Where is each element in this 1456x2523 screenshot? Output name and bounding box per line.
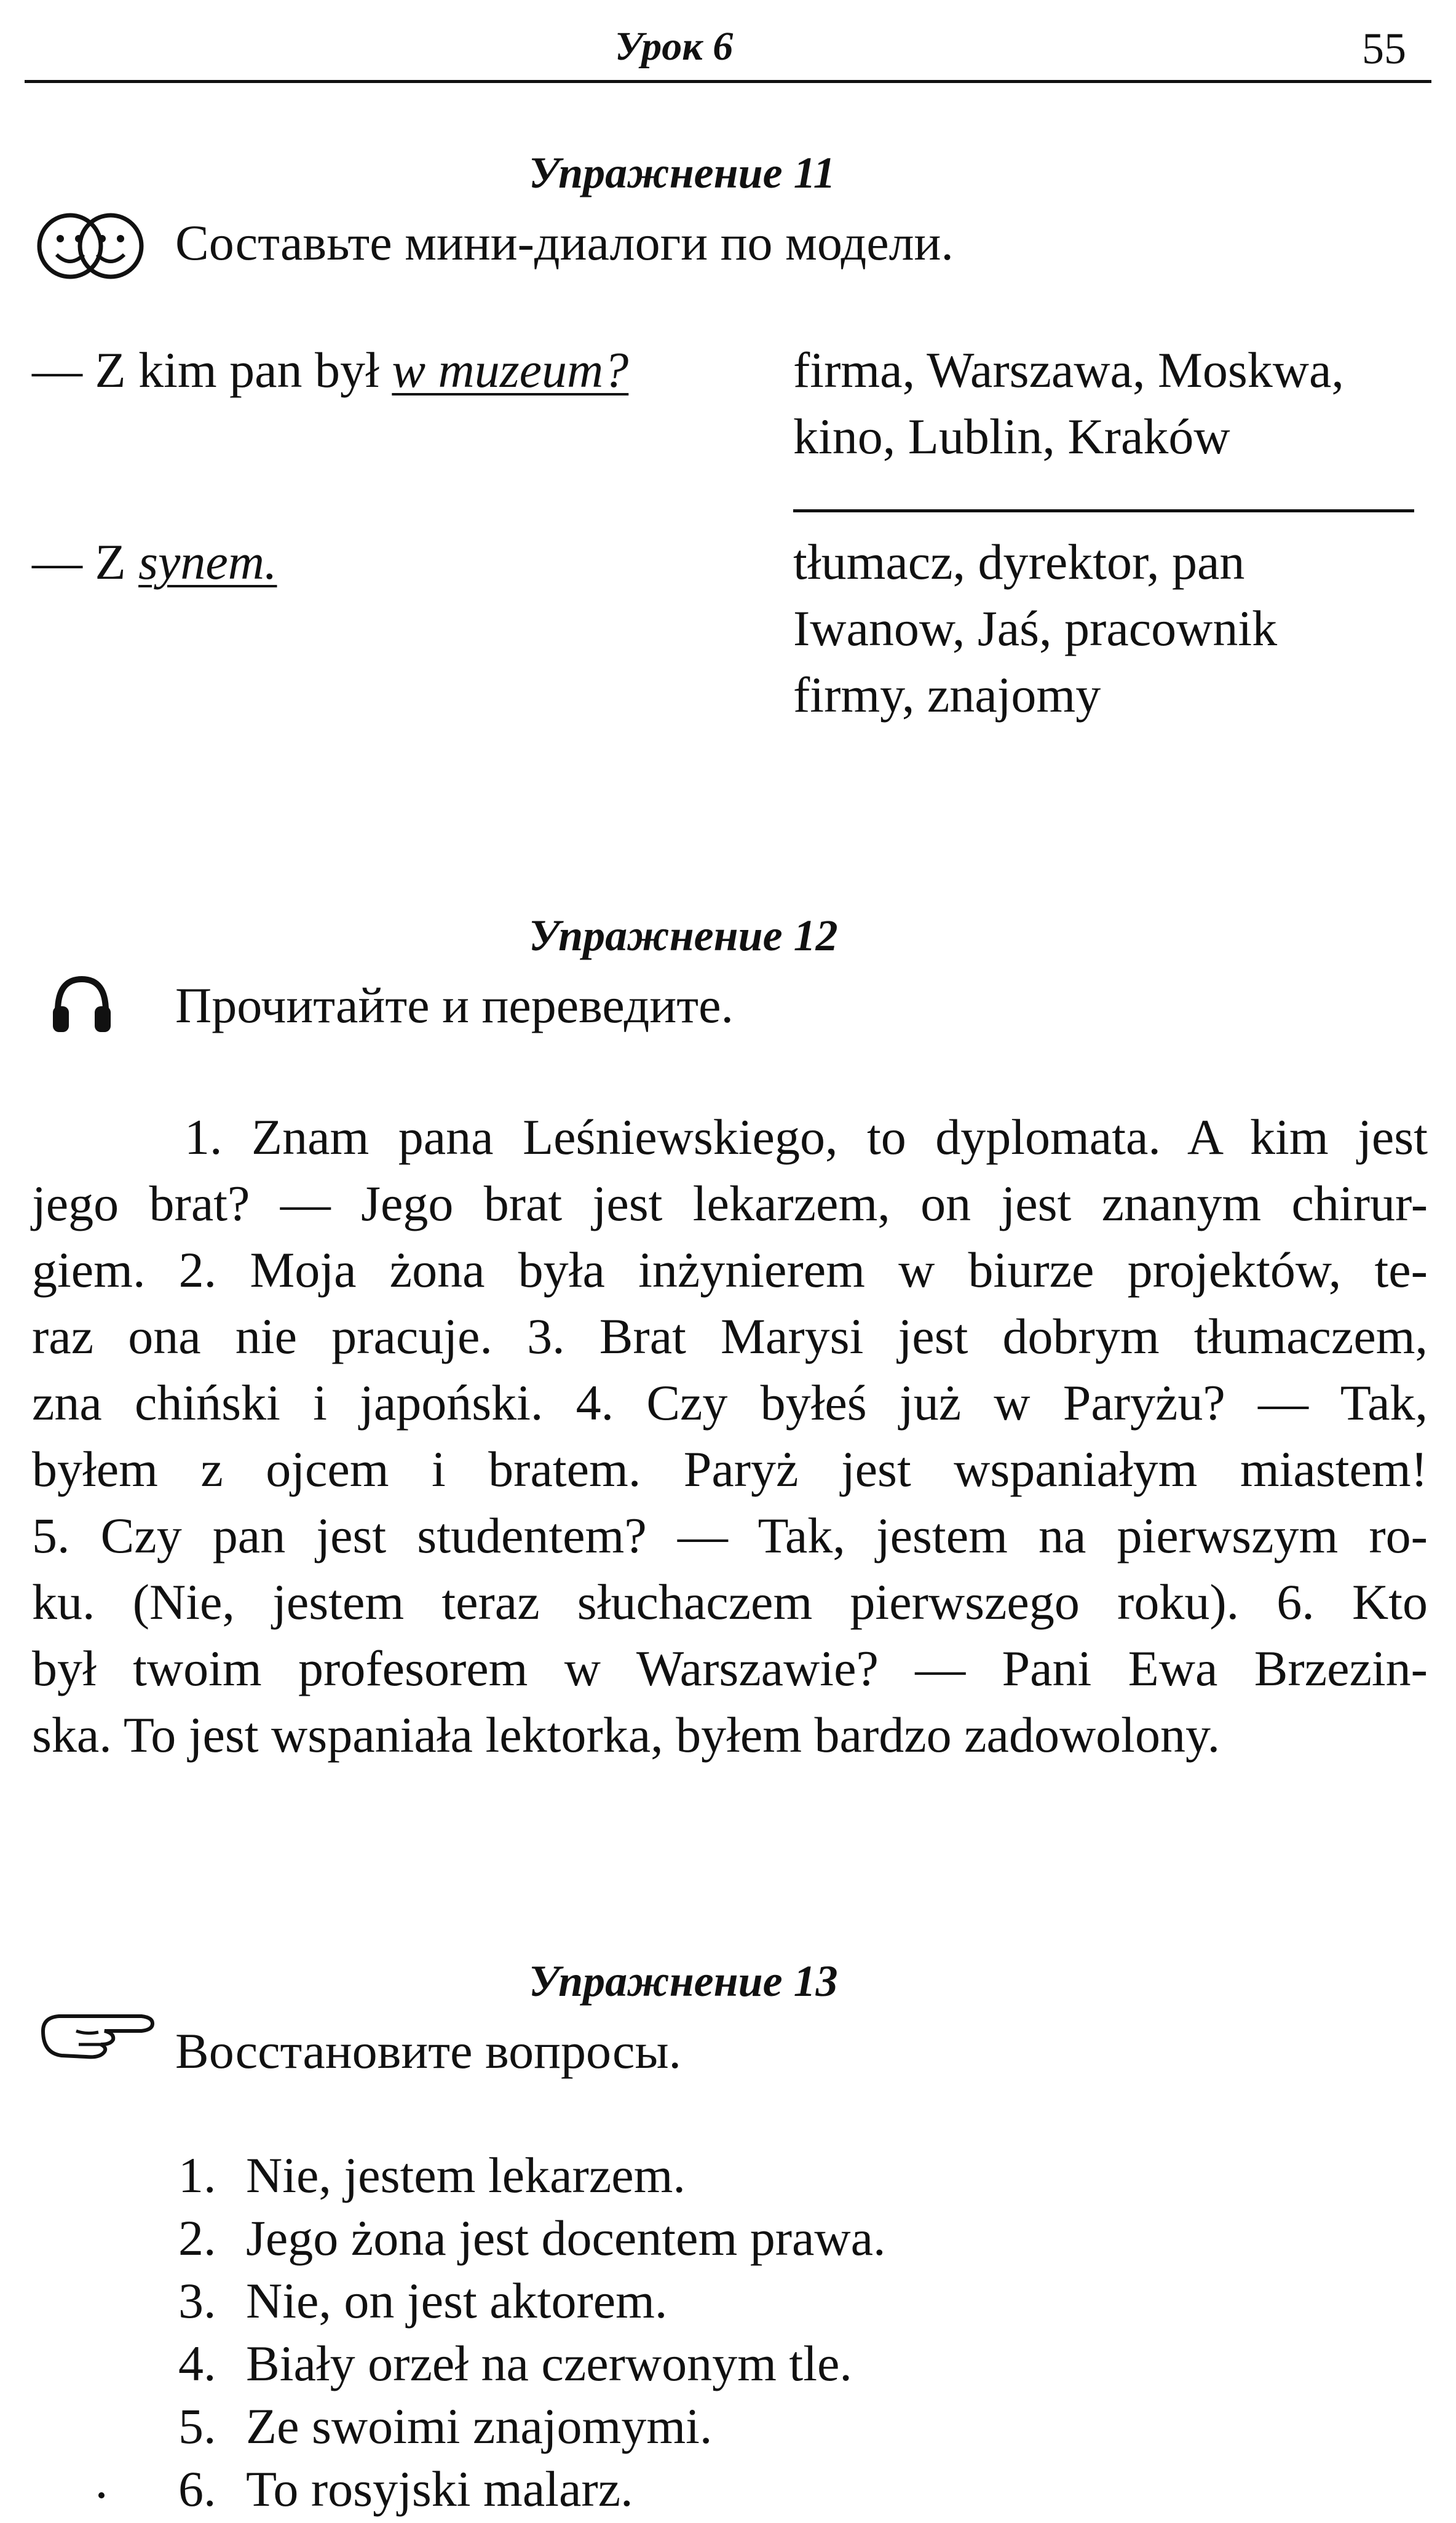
page-number: 55 — [1362, 24, 1406, 73]
list-item: 2. Jego żona jest docentem prawa. — [178, 2210, 886, 2266]
people-line-2: Iwanow, Jaś, pracownik — [793, 600, 1278, 656]
reading-line: 5. Czy pan jest studentem? — Tak, jestem na pierwszym ro- — [32, 1508, 1428, 1563]
exercise-13-title: Упражнение 13 — [529, 1957, 838, 2006]
model-answer-underlined: synem. — [138, 534, 277, 590]
reading-line: byłem z ojcem i bratem. Paryż jest wspaniałym miastem! — [32, 1441, 1428, 1497]
reading-line: ska. To jest wspaniała lektorka, byłem bardzo zadowolony. — [32, 1707, 1221, 1763]
headphones-icon — [48, 971, 116, 1038]
exercise-12-title: Упражнение 12 — [529, 911, 838, 960]
stray-dot — [98, 2492, 105, 2498]
model-question: — Z kim pan był w muzeum? — [32, 342, 629, 398]
places-line-2: kino, Lublin, Kraków — [793, 408, 1230, 464]
reading-line: giem. 2. Moja żona była inżynierem w biurze projektów, te- — [32, 1242, 1428, 1298]
places-line-1: firma, Warszawa, Moskwa, — [793, 342, 1344, 398]
list-item: 1. Nie, jestem lekarzem. — [178, 2147, 686, 2203]
list-item: 4. Biały orzeł na czerwonym tle. — [178, 2335, 852, 2391]
substitution-divider — [793, 509, 1414, 512]
exercise-11-title: Упражнение 11 — [529, 148, 836, 197]
pointing-hand-icon — [37, 2006, 160, 2062]
exercise-12-instruction: Прочитайте и переведите. — [175, 977, 734, 1033]
model-question-underlined: w muzeum? — [392, 342, 629, 398]
list-item: 3. Nie, on jest aktorem. — [178, 2273, 668, 2329]
people-line-3: firmy, znajomy — [793, 667, 1101, 723]
list-item: 5. Ze swoimi znajomymi. — [178, 2398, 713, 2454]
people-line-1: tłumacz, dyrektor, pan — [793, 534, 1245, 590]
two-faces-icon — [32, 209, 149, 283]
header-rule — [25, 80, 1431, 83]
reading-line: raz ona nie pracuje. 3. Brat Marysi jest dobrym tłumaczem, — [32, 1308, 1428, 1364]
reading-line: był twoim profesorem w Warszawie? — Pani Ewa Brzezin- — [32, 1640, 1428, 1696]
model-answer: — Z synem. — [32, 534, 277, 590]
reading-line: zna chiński i japoński. 4. Czy byłeś już w Paryżu? — Tak, — [32, 1375, 1428, 1431]
list-item: 6. To rosyjski malarz. — [178, 2461, 633, 2517]
reading-line: 1. Znam pana Leśniewskiego, to dyplomata. A kim jest — [184, 1109, 1428, 1165]
exercise-13-instruction: Восстановите вопросы. — [175, 2023, 682, 2079]
reading-line: ku. (Nie, jestem teraz słuchaczem pierwszego roku). 6. Kto — [32, 1574, 1428, 1630]
exercise-11-instruction: Составьте мини-диалоги по модели. — [175, 215, 954, 271]
chapter-title: Урок 6 — [615, 24, 734, 69]
reading-line: jego brat? — Jego brat jest lekarzem, on jest znanym chirur- — [32, 1175, 1428, 1231]
